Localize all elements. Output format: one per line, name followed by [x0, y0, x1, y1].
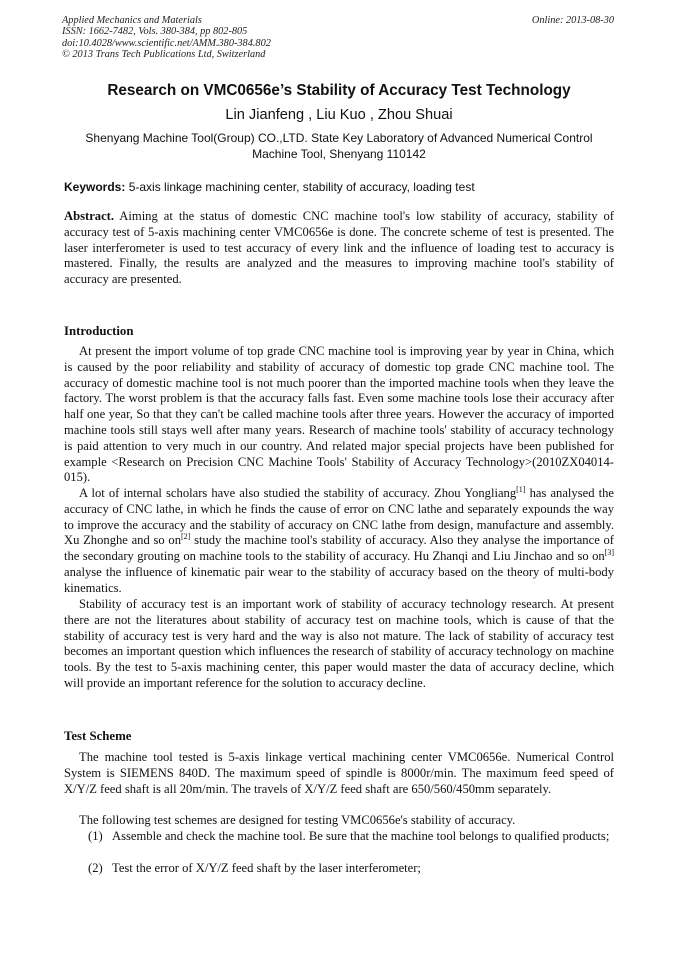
issn-line: ISSN: 1662-7482, Vols. 380-384, pp 802-805	[62, 26, 248, 38]
list-item-number: (1)	[88, 829, 103, 843]
doi-line: doi:10.4028/www.scientific.net/AMM.380-384.802	[62, 37, 271, 49]
keywords	[64, 180, 624, 195]
test-scheme-paragraph-1: The machine tool tested is 5-axis linkage vertical machining center VMC0656e. Numerical Control System is SIEMENS 840D. The maximum speed of spindle is 8000r/min. The maximum feed speed of X/Y/Z feed shaft is all 20m/min. The travels of X/Y/Z feed shaft are 650/560/450mm separately.	[64, 750, 614, 796]
intro-paragraph-1: At present the import volume of top grade CNC machine tool is improving year by year in China, which is caused by the poor reliability and stability of accuracy of domestic top grade CNC machine tool. The accuracy of domestic machine tool is not much poorer than the imported machine tools when they leave the factory. The worst problem is that the accuracy falls fast. Even some machine tools lose their accuracy after half one year, So that they can't be called machine tools after three years. However the accuracy of imported machine tools still stays well after many years. Research of machine tools' stability of accuracy technology is paid attention to very much in our country. And related major special projects have been published for example <Research on Precision CNC Machine Tools' Stability of Accuracy Technology>(2010ZX04014-015).	[64, 344, 614, 485]
paper-title: Research on VMC0656e’s Stability of Accuracy Test Technology	[107, 82, 571, 99]
keywords-text: 5-axis linkage machining center, stability of accuracy, loading test	[125, 180, 475, 194]
intro-paragraph-2	[64, 486, 614, 597]
test-scheme-paragraph-2: The following test schemes are designed for testing VMC0656e's stability of accuracy.	[79, 813, 516, 827]
author-list: Lin Jianfeng , Liu Kuo , Zhou Shuai	[225, 107, 453, 123]
affiliation-line: Shenyang Machine Tool(Group) CO.,LTD. State Key Laboratory of Advanced Numerical Control	[85, 131, 593, 145]
copyright-line: © 2013 Trans Tech Publications Ltd, Switzerland	[62, 48, 266, 60]
affiliation-line: Machine Tool, Shenyang 110142	[252, 146, 426, 161]
intro-p2-text: A lot of internal scholars have also studied the stability of accuracy. Zhou Yongliang	[79, 486, 517, 500]
citation-ref-2: [2]	[181, 532, 191, 542]
abstract	[64, 209, 614, 288]
citation-ref-3: [3]	[604, 548, 614, 558]
list-item	[88, 829, 614, 845]
section-heading-test-scheme: Test Scheme	[64, 729, 132, 743]
list-item	[88, 861, 614, 877]
journal-header	[62, 15, 271, 60]
abstract-text: Aiming at the status of domestic CNC machine tool's low stability of accuracy, stability of accuracy test of 5-axis machining center VMC0656e is done. The concrete scheme of test is presented. The laser interferometer is used to test accuracy of every link and the influence of loading test to accuracy is mastered. Finally, the results are analyzed and the measures to improving machine tool's stability of accuracy are presented.	[64, 209, 614, 287]
list-item-text: Assemble and check the machine tool. Be sure that the machine tool belongs to qualified products;	[112, 829, 610, 843]
intro-p2-text: has analysed the accuracy of CNC lathe, in which he finds the cause of error on CNC lathe and separately expounds the way to improve the accuracy and the stability of accuracy on CNC lathe from design, manufacture and assembly. Xu Zhonghe and so on	[64, 486, 614, 548]
section-heading-introduction: Introduction	[64, 324, 134, 338]
list-item-text: Test the error of X/Y/Z feed shaft by the laser interferometer;	[112, 861, 421, 875]
online-date: Online: 2013-08-30	[531, 15, 614, 26]
keywords-label: Keywords:	[64, 180, 126, 194]
intro-paragraph-3: Stability of accuracy test is an important work of stability of accuracy technology research. At present there are not the literatures about stability of accuracy test on machine tools, which is cause of that the stability of accuracy test is very hard and the way is also not mature. The lack of stability of accuracy test becomes an important question which influences the research of stability of accuracy technology on machine tools. By the test to 5-axis machining center, this paper would master the data of accuracy decline, which will provide an important reference for the solution to accuracy decline.	[64, 597, 614, 690]
intro-p2-text: analyse the influence of kinematic pair wear to the stability of accuracy based on the theory of multi-body kinematics.	[64, 564, 614, 595]
citation-ref-1: [1]	[516, 485, 526, 494]
affiliation	[64, 131, 614, 162]
intro-p2-text: study the machine tool's stability of accuracy. Also they analyse the importance of the secondary grouting on machine tools to the stability of accuracy. Hu Zhanqi and Liu Jinchao and so on	[64, 533, 614, 564]
list-item-number: (2)	[88, 861, 103, 875]
journal-name: Applied Mechanics and Materials	[62, 15, 202, 26]
abstract-label: Abstract.	[64, 209, 115, 223]
